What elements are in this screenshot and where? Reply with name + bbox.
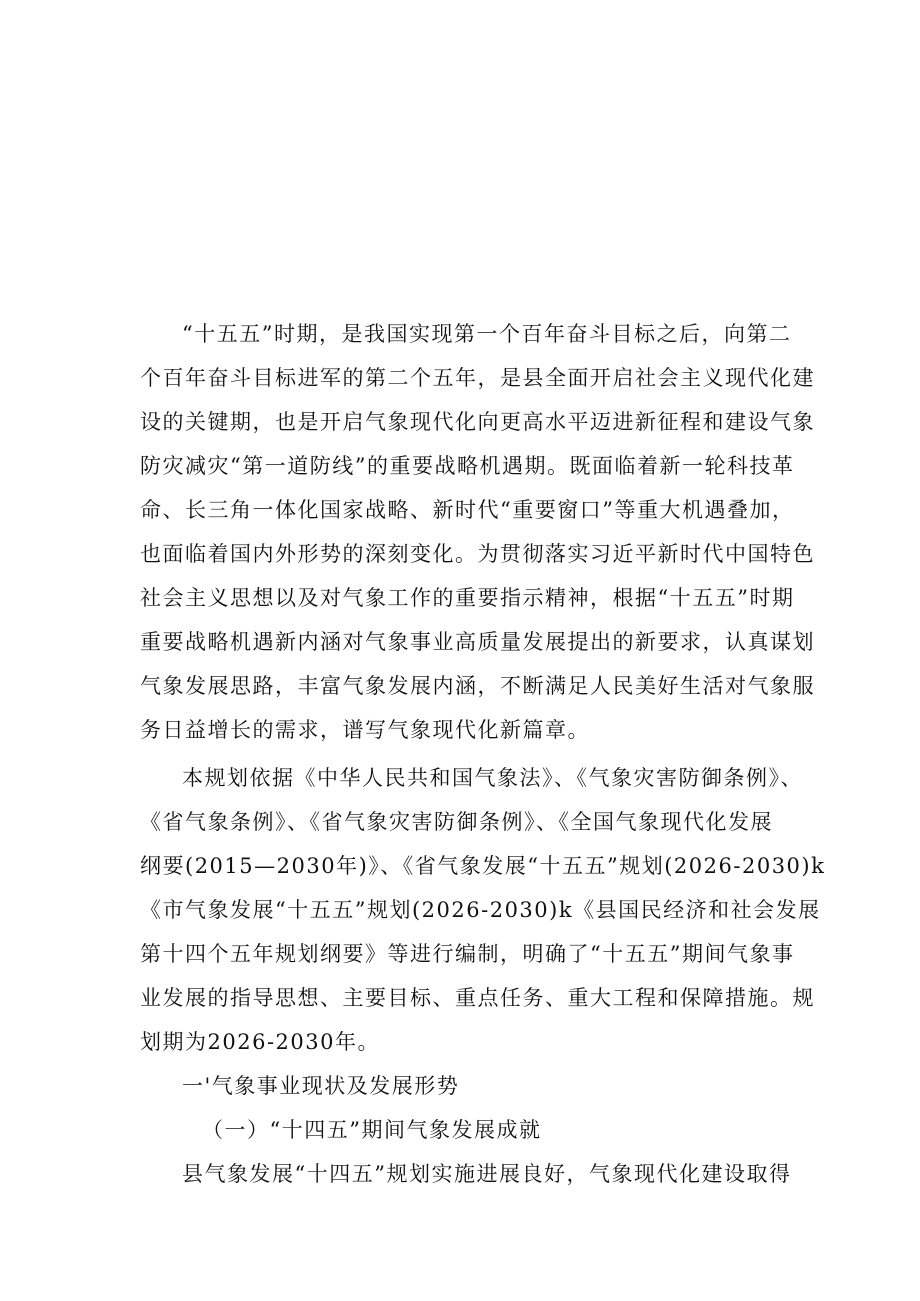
text-line: 务日益增长的需求，谱写气象现代化新篇章。 xyxy=(140,718,590,742)
section-heading: 一'气象事业现状及发展形势 xyxy=(182,1074,460,1098)
text-line: 命、长三角一体化国家战略、新时代“重要窗口”等重大机遇叠加， xyxy=(140,498,795,522)
text-line: 《省气象条例》、《省气象灾害防御条例》、《全国气象现代化发展 xyxy=(140,810,773,834)
text-line: 防灾减灾“第一道防线”的重要战略机遇期。既面临着新一轮科技革 xyxy=(140,454,795,478)
text-line: 《市气象发展“十五五”规划(2026-2030)k《县国民经济和社会发展 xyxy=(140,898,821,922)
text-line: 本规划依据《中华人民共和国气象法》、《气象灾害防御条例》、 xyxy=(182,766,803,790)
text-line: 县气象发展“十四五”规划实施进展良好，气象现代化建设取得 xyxy=(182,1162,792,1186)
text-line: 个百年奋斗目标进军的第二个五年，是县全面开启社会主义现代化建 xyxy=(140,366,815,390)
text-line: 划期为2026-2030年。 xyxy=(140,1030,380,1054)
text-line: 第十四个五年规划纲要》等进行编制，明确了“十五五”期间气象事 xyxy=(140,942,795,966)
text-line: 重要战略机遇新内涵对气象事业高质量发展提出的新要求，认真谋划 xyxy=(140,630,815,654)
text-line: 纲要(2015—2030年)》、《省气象发展“十五五”规划(2026-2030)k xyxy=(140,854,826,878)
text-line: 气象发展思路，丰富气象发展内涵，不断满足人民美好生活对气象服 xyxy=(140,674,815,698)
text-line: “十五五”时期，是我国实现第一个百年奋斗目标之后，向第二 xyxy=(182,322,792,346)
subsection-heading: （一）“十四五”期间气象发展成就 xyxy=(202,1118,542,1142)
text-line: 业发展的指导思想、主要目标、重点任务、重大工程和保障措施。规 xyxy=(140,986,815,1010)
text-line: 社会主义思想以及对气象工作的重要指示精神，根据“十五五”时期 xyxy=(140,586,795,610)
text-line: 设的关键期，也是开启气象现代化向更高水平迈进新征程和建设气象 xyxy=(140,410,815,434)
text-line: 也面临着国内外形势的深刻变化。为贯彻落实习近平新时代中国特色 xyxy=(140,542,815,566)
